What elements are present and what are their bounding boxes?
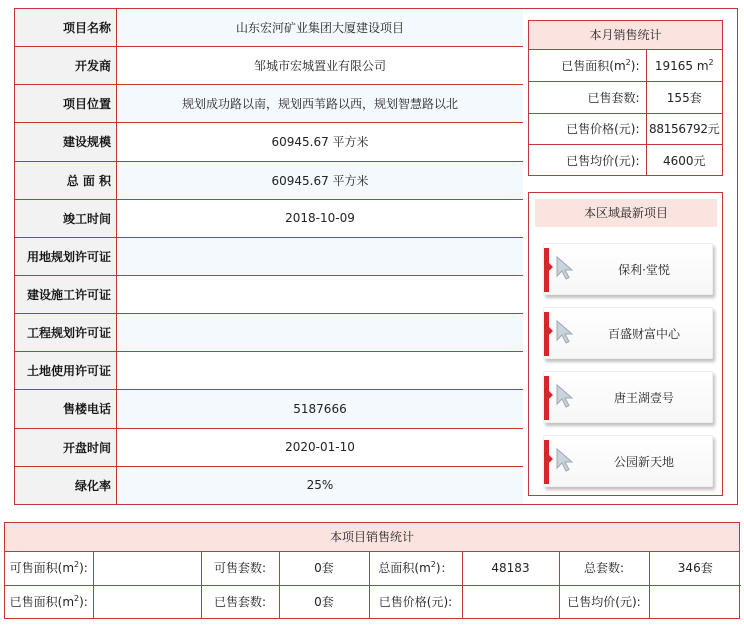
monthly-sold-area-value: 19165 $m^2$ xyxy=(646,50,722,82)
monthly-sold-area-label: 已售面积$(m^2)$: xyxy=(529,50,646,82)
row-land-use-plan-permit xyxy=(15,237,524,275)
new-project-card-4[interactable] xyxy=(543,435,713,487)
land-use-plan-permit-label: 用地规划许可证 xyxy=(15,237,117,275)
construction-permit-label: 建设施工许可证 xyxy=(15,275,117,313)
sold-price-label: 已售价格(元): xyxy=(369,586,462,620)
total-area-label: 总 面 积 xyxy=(15,161,117,199)
greening-rate-label: 绿化率 xyxy=(15,466,117,504)
available-area-value xyxy=(93,552,201,586)
total-units-value: 346套 xyxy=(649,552,741,586)
total-units-label: 总套数: xyxy=(559,552,649,586)
total-area-label: 总面积$(m^2)$： xyxy=(369,552,462,586)
sold-area-value xyxy=(93,586,201,620)
completion-date-value: 2018-10-09 xyxy=(117,199,524,237)
cursor-arrow-icon xyxy=(554,319,576,345)
new-projects-title: 本区域最新项目 xyxy=(535,199,717,227)
row-project-name xyxy=(15,9,524,47)
sold-area-label: 已售面积$(m^2)$: xyxy=(5,586,93,620)
developer-label: 开发商 xyxy=(15,47,117,85)
monthly-sold-units-row xyxy=(529,82,722,114)
total-area-value: 48183 xyxy=(462,552,559,586)
build-scale-label: 建设规模 xyxy=(15,123,117,161)
new-projects-box xyxy=(528,192,723,496)
avg-price-label: 已售均价(元): xyxy=(559,586,649,620)
land-use-permit-label: 土地使用许可证 xyxy=(15,352,117,390)
available-units-value: 0套 xyxy=(279,552,369,586)
land-use-permit-value xyxy=(117,352,524,390)
greening-rate-value: 25% xyxy=(117,466,524,504)
row-location xyxy=(15,85,524,123)
cursor-arrow-icon xyxy=(554,447,576,473)
project-sales-title: 本项目销售统计 xyxy=(5,523,739,552)
row-opening-date xyxy=(15,428,524,466)
new-project-name: 公园新天地 xyxy=(613,455,674,469)
monthly-sold-price-row xyxy=(529,113,722,145)
card-accent-bar xyxy=(544,440,549,484)
monthly-sold-price-label: 已售价格(元): xyxy=(529,113,646,145)
row-land-use-permit xyxy=(15,352,524,390)
engineering-plan-permit-value xyxy=(117,314,524,352)
opening-date-label: 开盘时间 xyxy=(15,428,117,466)
monthly-sold-price-value: 88156792元 xyxy=(646,113,722,145)
row-developer xyxy=(15,47,524,85)
monthly-sold-units-value: 155套 xyxy=(646,82,722,114)
row-completion-date xyxy=(15,199,524,237)
cursor-arrow-icon xyxy=(554,383,576,409)
row-build-scale xyxy=(15,123,524,161)
new-project-name: 唐王湖壹号 xyxy=(613,391,674,405)
new-project-card-3[interactable] xyxy=(543,371,713,423)
project-sales-row-2 xyxy=(5,586,741,620)
sales-phone-label: 售楼电话 xyxy=(15,390,117,428)
land-use-plan-permit-value xyxy=(117,237,524,275)
avg-price-value xyxy=(649,586,741,620)
sold-price-value xyxy=(462,586,559,620)
available-area-label: 可售面积$(m^2)$: xyxy=(5,552,93,586)
sold-units-value: 0套 xyxy=(279,586,369,620)
completion-date-label: 竣工时间 xyxy=(15,199,117,237)
location-value: 规划成功路以南，规划西苇路以西，规划智慧路以北 xyxy=(117,85,524,123)
build-scale-value: 60945.67 平方米 xyxy=(117,123,524,161)
monthly-sales-title: 本月销售统计 xyxy=(529,21,722,50)
location-label: 项目位置 xyxy=(15,85,117,123)
new-project-card-2[interactable] xyxy=(543,307,713,359)
new-project-name: 百盛财富中心 xyxy=(607,327,680,341)
developer-value: 邹城市宏城置业有限公司 xyxy=(117,47,524,85)
project-sales-row-1 xyxy=(5,552,741,586)
monthly-sales-box xyxy=(528,20,723,176)
row-engineering-plan-permit xyxy=(15,314,524,352)
card-accent-bar xyxy=(544,248,549,292)
row-construction-permit xyxy=(15,275,524,313)
project-name-value: 山东宏河矿业集团大厦建设项目 xyxy=(117,9,524,47)
row-total-area xyxy=(15,161,524,199)
opening-date-value: 2020-01-10 xyxy=(117,428,524,466)
project-name-label: 项目名称 xyxy=(15,9,117,47)
monthly-avg-price-label: 已售均价(元): xyxy=(529,145,646,177)
construction-permit-value xyxy=(117,275,524,313)
row-greening-rate xyxy=(15,466,524,504)
sales-phone-value: 5187666 xyxy=(117,390,524,428)
available-units-label: 可售套数: xyxy=(201,552,279,586)
total-area-value: 60945.67 平方米 xyxy=(117,161,524,199)
monthly-sales-table xyxy=(529,50,722,176)
new-project-name: 保利·堂悦 xyxy=(618,263,670,277)
monthly-avg-price-row xyxy=(529,145,722,177)
monthly-avg-price-value: 4600元 xyxy=(662,154,706,168)
card-accent-bar xyxy=(544,376,549,420)
right-sidebar xyxy=(523,8,738,505)
row-sales-phone xyxy=(15,390,524,428)
monthly-sold-units-label: 已售套数: xyxy=(529,82,646,114)
card-accent-bar xyxy=(544,312,549,356)
project-info-table xyxy=(14,8,524,505)
cursor-arrow-icon xyxy=(554,255,576,281)
sold-units-label: 已售套数: xyxy=(201,586,279,620)
engineering-plan-permit-label: 工程规划许可证 xyxy=(15,314,117,352)
project-sales-box xyxy=(4,522,740,619)
project-sales-table xyxy=(5,552,741,619)
monthly-sold-area-row xyxy=(529,50,722,82)
new-project-card-1[interactable] xyxy=(543,243,713,295)
